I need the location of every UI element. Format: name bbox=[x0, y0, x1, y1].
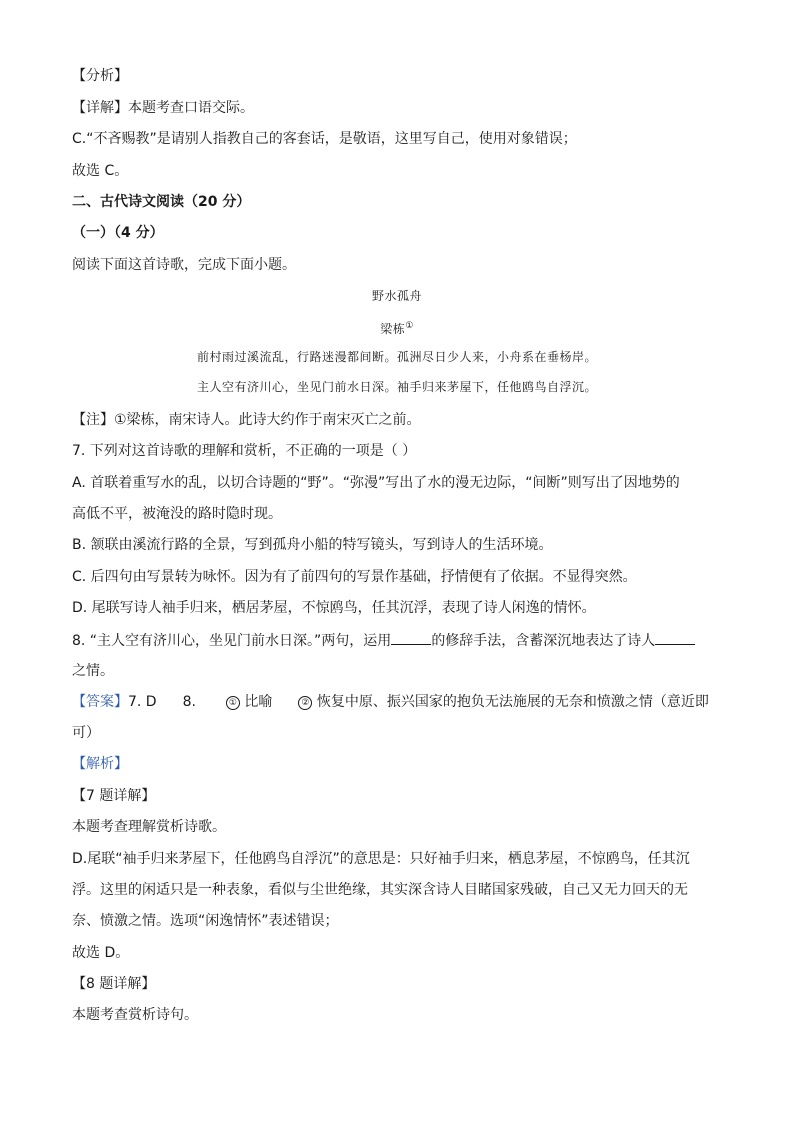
answer-mark-2: ② bbox=[298, 696, 312, 710]
q7-detail-d-line3: 奈、愤激之情。选项“闲逸情怀”表述错误； bbox=[72, 913, 339, 929]
answer-label: 【答案】 bbox=[72, 694, 128, 710]
q7-option-a-line1: A. 首联着重写水的乱，以切合诗题的“野”。“弥漫”写出了水的漫无边际，“间断”则写出了因地势的 bbox=[72, 475, 680, 491]
q8-part3: 之情。 bbox=[72, 663, 114, 679]
subsection-title: （一）（4 分） bbox=[72, 225, 164, 241]
poem-line-2: 主人空有济川心，坐见门前水日深。袖手归来茅屋下，任他鸥鸟自浮沉。 bbox=[196, 380, 597, 394]
poem-author-name: 梁栋 bbox=[380, 322, 406, 336]
answer-q7: 7. D bbox=[128, 694, 157, 710]
answer-q8-num: 8. bbox=[182, 694, 196, 710]
q7-detail-heading: 【7 题详解】 bbox=[72, 788, 156, 804]
q7-detail-intro: 本题考查理解赏析诗歌。 bbox=[72, 819, 226, 835]
q7-stem: 7. 下列对这首诗歌的理解和赏析，不正确的一项是（ ） bbox=[72, 443, 417, 459]
q8-part2: 的修辞手法，含蓄深沉地表达了诗人 bbox=[431, 633, 656, 649]
answer-2: 恢复中原、振兴国家的抱负无法施展的无奈和愤激之情（意近即 bbox=[316, 694, 709, 710]
choose-c: 故选 C。 bbox=[72, 163, 129, 179]
poem-title: 野水孤舟 bbox=[371, 289, 422, 303]
q8-detail-heading: 【8 题详解】 bbox=[72, 976, 156, 992]
answer-line bbox=[72, 692, 709, 712]
poem-author bbox=[0, 316, 794, 339]
jiexi-label: 【解析】 bbox=[72, 756, 128, 772]
q7-option-d: D. 尾联写诗人袖手归来，栖居茅屋，不惊鸥鸟，任其沉浮，表现了诗人闲逸的情怀。 bbox=[72, 600, 596, 616]
c-option-explanation: C.“不吝赐教”是请别人指教自己的客套话，是敬语，这里写自己，使用对象错误； bbox=[72, 131, 577, 147]
q7-detail-d-line1: D.尾联“袖手归来茅屋下，任他鸥鸟自浮沉”的意思是：只好袖手归来，栖息茅屋，不惊鸥鸟，任其沉 bbox=[72, 851, 690, 867]
answer-mark-1: ① bbox=[226, 696, 240, 710]
choose-d: 故选 D。 bbox=[72, 945, 130, 961]
section-title: 二、古代诗文阅读（20 分） bbox=[72, 194, 251, 210]
q8-part1: 8. “主人空有济川心，坐见门前水日深。”两句，运用 bbox=[72, 633, 392, 649]
poem-note: 【注】①梁栋，南宋诗人。此诗大约作于南宋灭亡之前。 bbox=[72, 412, 421, 428]
q8-stem bbox=[72, 630, 695, 651]
analysis-heading: 【分析】 bbox=[72, 68, 128, 84]
q7-option-a-line2: 高低不平，被淹没的路时隐时现。 bbox=[72, 506, 282, 522]
detail-line: 【详解】本题考查口语交际。 bbox=[72, 100, 254, 116]
poem-author-mark: ① bbox=[405, 321, 414, 331]
q8-detail-intro: 本题考查赏析诗句。 bbox=[72, 1007, 198, 1023]
q8-blank-1 bbox=[391, 630, 431, 645]
q8-blank-2 bbox=[655, 630, 695, 645]
answer-1: 比喻 bbox=[244, 694, 273, 710]
answer-2-continued: 可） bbox=[72, 725, 100, 741]
poem-line-1: 前村雨过溪流乱，行路迷漫都间断。孤洲尽日少人来，小舟系在垂杨岸。 bbox=[196, 350, 597, 364]
q7-detail-d-line2: 浮。这里的闲适只是一种表象，看似与尘世绝缘，其实深含诗人目睹国家残破，自己又无力回天的无 bbox=[72, 882, 688, 898]
q7-option-b: B. 颔联由溪流行路的全景，写到孤舟小船的特写镜头，写到诗人的生活环境。 bbox=[72, 537, 553, 553]
read-instruction: 阅读下面这首诗歌，完成下面小题。 bbox=[72, 257, 296, 273]
q7-option-c: C. 后四句由写景转为咏怀。因为有了前四句的写景作基础，抒情便有了依据。不显得突然。 bbox=[72, 569, 637, 585]
